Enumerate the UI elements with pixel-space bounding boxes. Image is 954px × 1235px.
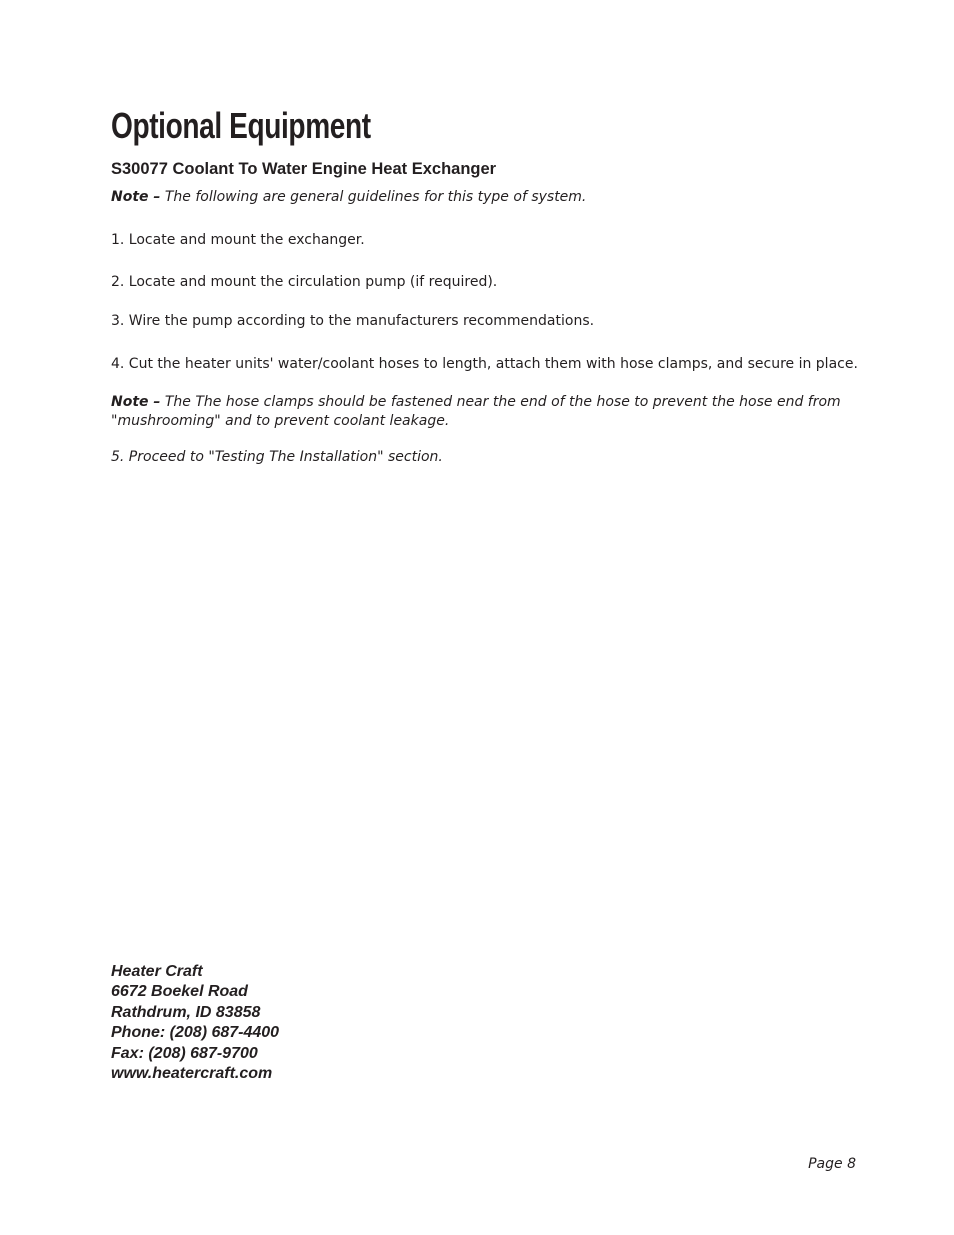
page-title: Optional Equipment: [111, 105, 371, 146]
step-5: 5. Proceed to "Testing The Installation" section.: [111, 449, 443, 465]
website: www.heatercraft.com: [111, 1065, 273, 1083]
note-label: Note –: [111, 394, 161, 410]
street-address: 6672 Boekel Road: [111, 983, 248, 1001]
note-text: The The hose clamps should be fastened near the end of the hose to prevent the hose end from "mushrooming" and to prevent coolant leakage.: [111, 394, 841, 429]
fax-number: Fax: (208) 687-9700: [111, 1044, 258, 1062]
step-4: 4. Cut the heater units' water/coolant hoses to length, attach them with hose clamps, and secure in place.: [111, 356, 858, 372]
step-2: 2. Locate and mount the circulation pump (if required).: [111, 274, 498, 290]
intro-note: [111, 188, 586, 207]
section-heading: S30077 Coolant To Water Engine Heat Exchanger: [111, 160, 497, 178]
company-name: Heater Craft: [111, 963, 203, 980]
note-text: The following are general guidelines for this type of system.: [160, 189, 587, 205]
page-number: Page 8: [808, 1156, 856, 1172]
step-3: 3. Wire the pump according to the manufacturers recommendations.: [111, 313, 595, 329]
step-1: 1. Locate and mount the exchanger.: [111, 232, 365, 248]
hose-clamp-note: [111, 393, 841, 431]
city-state-zip: Rathdrum, ID 83858: [111, 1003, 261, 1021]
company-address: [111, 962, 279, 1084]
phone-number: Phone: (208) 687-4400: [111, 1024, 280, 1042]
note-label: Note –: [111, 189, 161, 205]
